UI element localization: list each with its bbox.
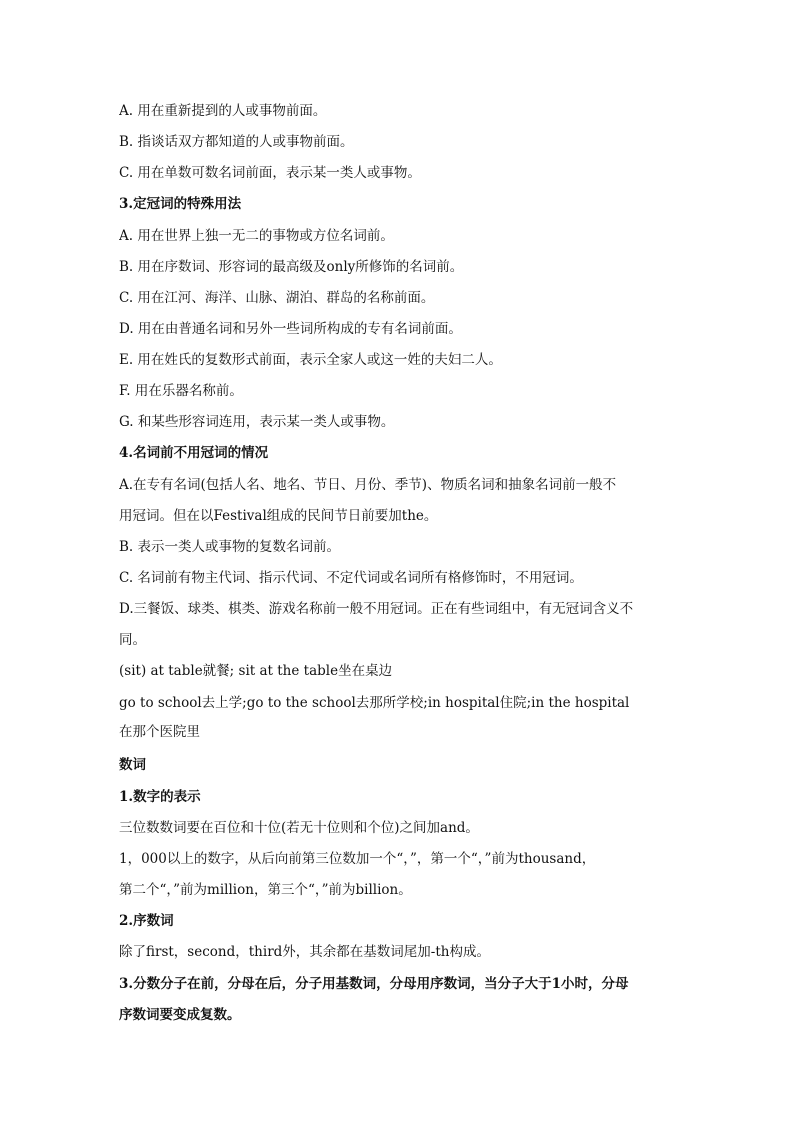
text-line: F. 用在乐器名称前。 bbox=[119, 383, 243, 399]
text-line: 用冠词。但在以Festival组成的民间节日前要加the。 bbox=[119, 508, 438, 524]
text-line: B. 表示一类人或事物的复数名词前。 bbox=[119, 539, 341, 555]
section-heading: 3.定冠词的特殊用法 bbox=[119, 196, 242, 212]
text-line: C. 用在单数可数名词前面，表示某一类人或事物。 bbox=[119, 165, 421, 181]
text-line: C. 用在江河、海洋、山脉、湖泊、群岛的名称前面。 bbox=[119, 290, 435, 306]
text-line: B. 指谈话双方都知道的人或事物前面。 bbox=[119, 134, 354, 150]
text-line: B. 用在序数词、形容词的最高级及only所修饰的名词前。 bbox=[119, 259, 464, 275]
section-heading: 数词 bbox=[119, 757, 146, 773]
text-line: E. 用在姓氏的复数形式前面，表示全家人或这一姓的夫妇二人。 bbox=[119, 352, 502, 368]
text-line: C. 名词前有物主代词、指示代词、不定代词或名词所有格修饰时，不用冠词。 bbox=[119, 570, 583, 586]
text-line: D.三餐饭、球类、棋类、游戏名称前一般不用冠词。正在有些词组中，有无冠词含义不 bbox=[119, 601, 634, 617]
text-line: (sit) at table就餐; sit at the table坐在桌边 bbox=[119, 663, 393, 679]
text-line: 三位数数词要在百位和十位(若无十位则和个位)之间加and。 bbox=[119, 820, 479, 836]
section-heading: 1.数字的表示 bbox=[119, 789, 201, 805]
text-line: 第二个“，”前为million，第三个“，”前为billion。 bbox=[119, 882, 412, 898]
text-line: A. 用在世界上独一无二的事物或方位名词前。 bbox=[119, 228, 394, 244]
text-line: 同。 bbox=[119, 632, 146, 648]
section-heading: 3.分数分子在前，分母在后，分子用基数词，分母用序数词，当分子大于1小时，分母 bbox=[119, 976, 629, 992]
text-line: D. 用在由普通名词和另外一些词所构成的专有名词前面。 bbox=[119, 321, 462, 337]
text-line: A. 用在重新提到的人或事物前面。 bbox=[119, 103, 327, 119]
section-heading: 2.序数词 bbox=[119, 913, 174, 929]
text-line: G. 和某些形容词连用，表示某一类人或事物。 bbox=[119, 414, 395, 430]
text-line: 在那个医院里 bbox=[119, 724, 200, 740]
text-line: 除了first，second，third外，其余都在基数词尾加-th构成。 bbox=[119, 944, 490, 960]
section-heading: 序数词要变成复数。 bbox=[119, 1007, 241, 1023]
section-heading: 4.名词前不用冠词的情况 bbox=[119, 445, 269, 461]
text-line: 1，000以上的数字，从后向前第三位数加一个“，”，第一个“，”前为thousand， bbox=[119, 851, 596, 867]
text-line: A.在专有名词(包括人名、地名、节日、月份、季节)、物质名词和抽象名词前一般不 bbox=[119, 477, 617, 493]
text-line: go to school去上学;go to the school去那所学校;in hospital住院;in the hospital bbox=[119, 695, 630, 711]
